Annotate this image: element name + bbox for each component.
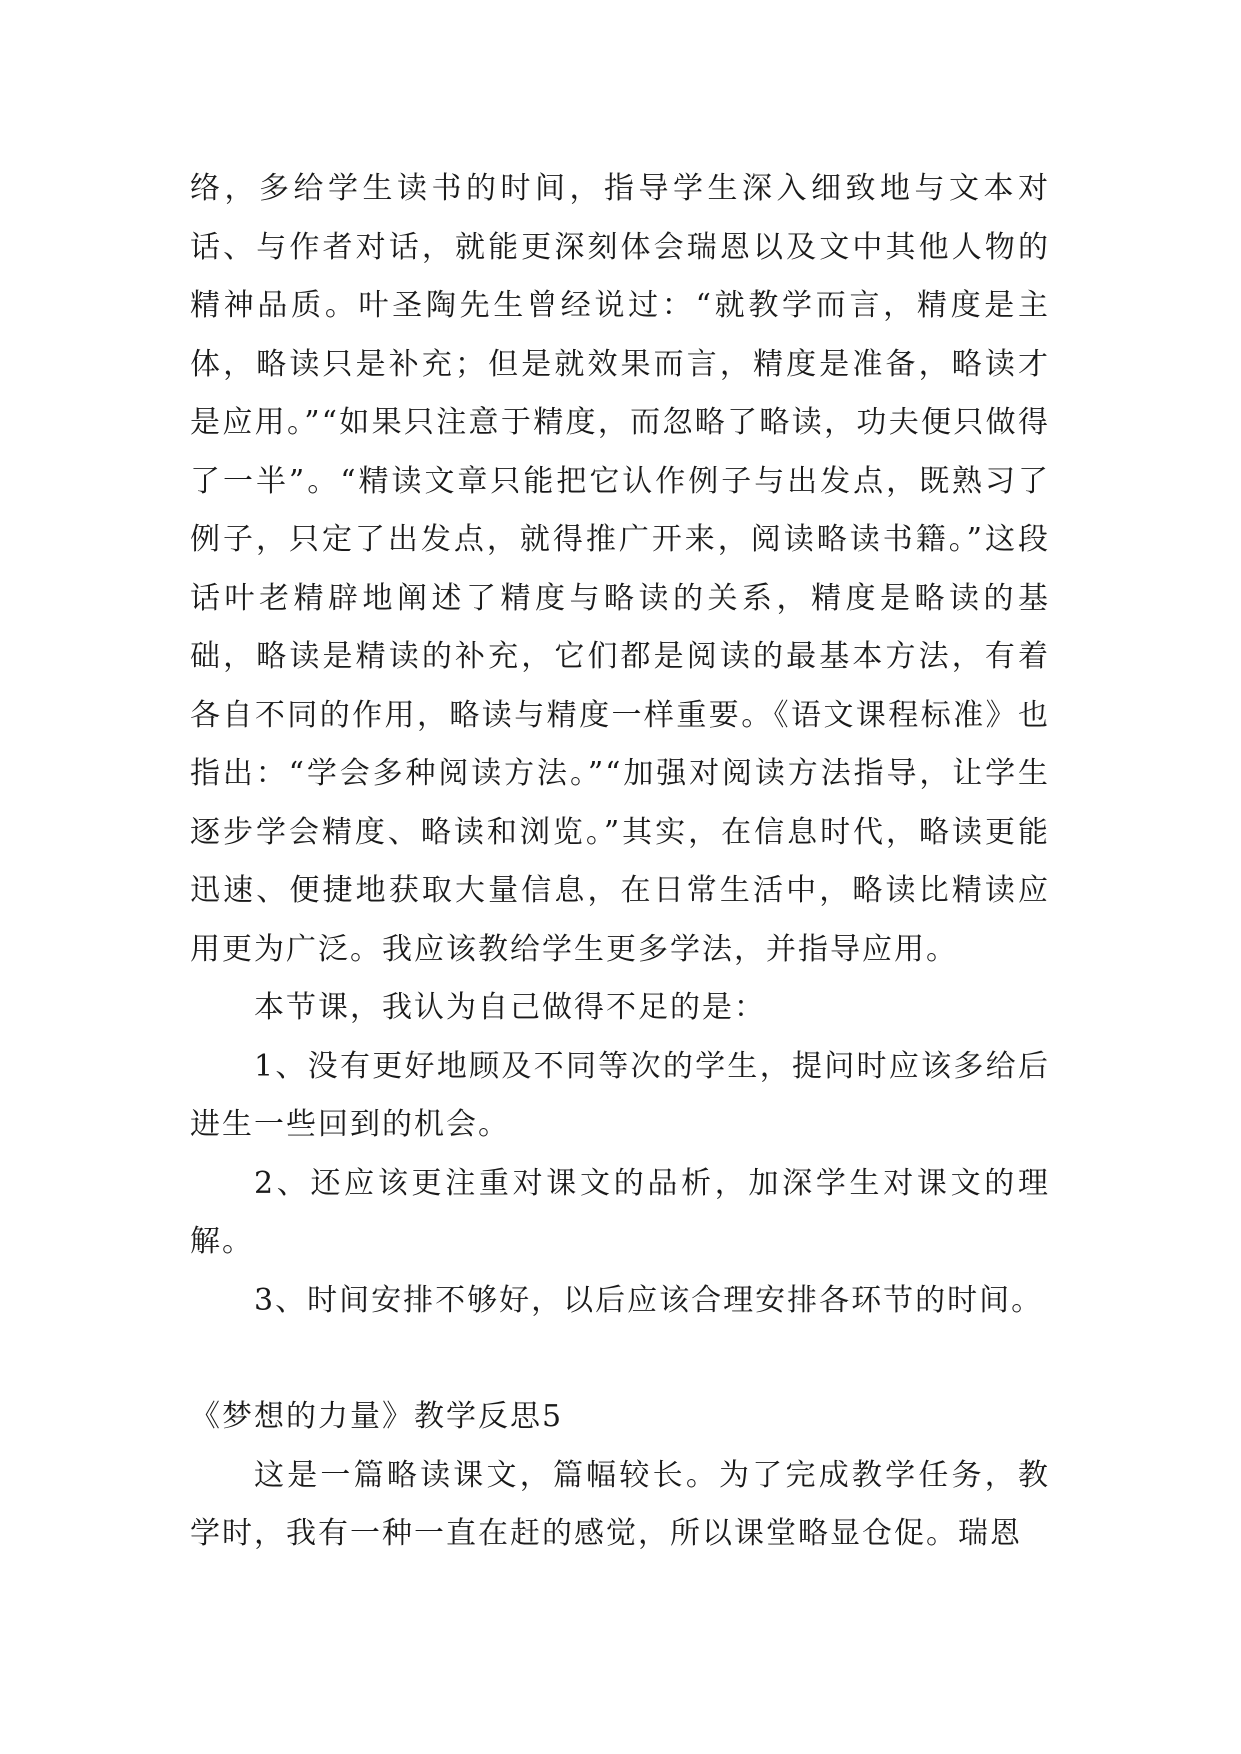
section-spacer [190,1330,1050,1388]
list-item-3: 3、时间安排不够好，以后应该合理安排各环节的时间。 [254,1282,1044,1318]
section-heading: 《梦想的力量》教学反思5 [190,1399,564,1434]
paragraph-shortcomings-intro: 本节课，我认为自己做得不足的是： [254,990,766,1025]
list-item-1: 1、没有更好地顾及不同等次的学生，提问时应该多给后进生一些回到的机会。 [190,1048,1050,1142]
document-body [190,160,1050,1564]
paragraph-continued: 络，多给学生读书的时间，指导学生深入细致地与文本对话、与作者对话，就能更深刻体会瑞恩以及文中其他人物的精神品质。叶圣陶先生曾经说过：“就教学而言，精度是主体，略读只是补充；但是就效果而言，精度是准备，略读才是应用。”“如果只注意于精度，而忽略了略读，功夫便只做得了一半”。“精读文章只能把它认作例子与出发点，既熟习了例子，只定了出发点，就得推广开来，阅读略读书籍。”这段话叶老精辟地阐述了精度与略读的关系，精度是略读的基础，略读是精读的补充，它们都是阅读的最基本方法，有着各自不同的作用，略读与精度一样重要。《语文课程标准》也指出：“学会多种阅读方法。”“加强对阅读方法指导，让学生逐步学会精度、略读和浏览。”其实，在信息时代，略读更能迅速、便捷地获取大量信息，在日常生活中，略读比精读应用更为广泛。我应该教给学生更多学法，并指导应用。 [190,171,1050,967]
list-item-2: 2、还应该更注重对课文的品析，加深学生对课文的理解。 [190,1165,1050,1259]
section-paragraph-1: 这是一篇略读课文，篇幅较长。为了完成教学任务，教学时，我有一种一直在赶的感觉，所以课堂略显仓促。瑞恩 [190,1457,1050,1551]
